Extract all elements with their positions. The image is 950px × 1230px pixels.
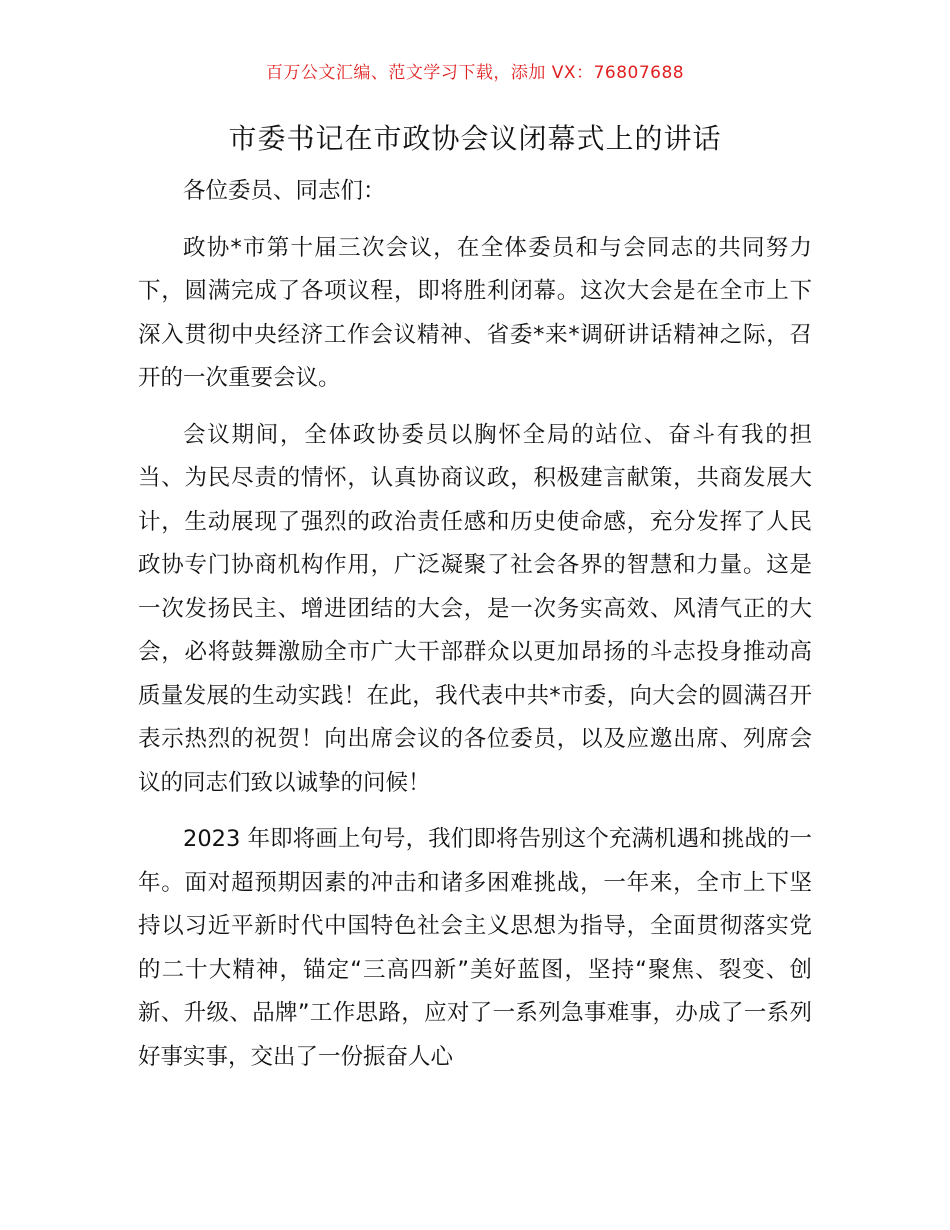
paragraph-3: 2023 年即将画上句号，我们即将告别这个充满机遇和挑战的一年。面对超预期因素的冲击和诸多困难挑战，一年来，全市上下坚持以习近平新时代中国特色社会主义思想为指导，全面贯彻落实党的二十大精神，锚定“三高四新”美好蓝图，坚持“聚焦、裂变、创新、升级、品牌”工作思路，应对了一系列急事难事，办成了一系列好事实事，交出了一份振奋人心 [138, 826, 812, 1070]
paragraph-1: 政协*市第十届三次会议，在全体委员和与会同志的共同努力下，圆满完成了各项议程，即将胜利闭幕。这次大会是在全市上下深入贯彻中央经济工作会议精神、省委*来*调研讲话精神之际，召开的一次重要会议。 [138, 234, 812, 391]
download-banner: 百万公文汇编、范文学习下载，添加 VX：76807688 [265, 63, 685, 83]
page-title: 市委书记在市政协会议闭幕式上的讲话 [228, 122, 722, 155]
paragraph-2: 会议期间，全体政协委员以胸怀全局的站位、奋斗有我的担当、为民尽责的情怀，认真协商议政，积极建言献策，共商发展大计，生动展现了强烈的政治责任感和历史使命感，充分发挥了人民政协专门协商机构作用，广泛凝聚了社会各界的智慧和力量。这是一次发扬民主、增进团结的大会，是一次务实高效、风清气正的大会，必将鼓舞激励全市广大干部群众以更加昂扬的斗志投身推动高质量发展的生动实践！在此，我代表中共*市委，向大会的圆满召开表示热烈的祝贺！向出席会议的各位委员，以及应邀出席、列席会议的同志们致以诚挚的问候！ [138, 421, 812, 796]
document-body [138, 170, 812, 1092]
salutation: 各位委员、同志们： [183, 178, 386, 204]
